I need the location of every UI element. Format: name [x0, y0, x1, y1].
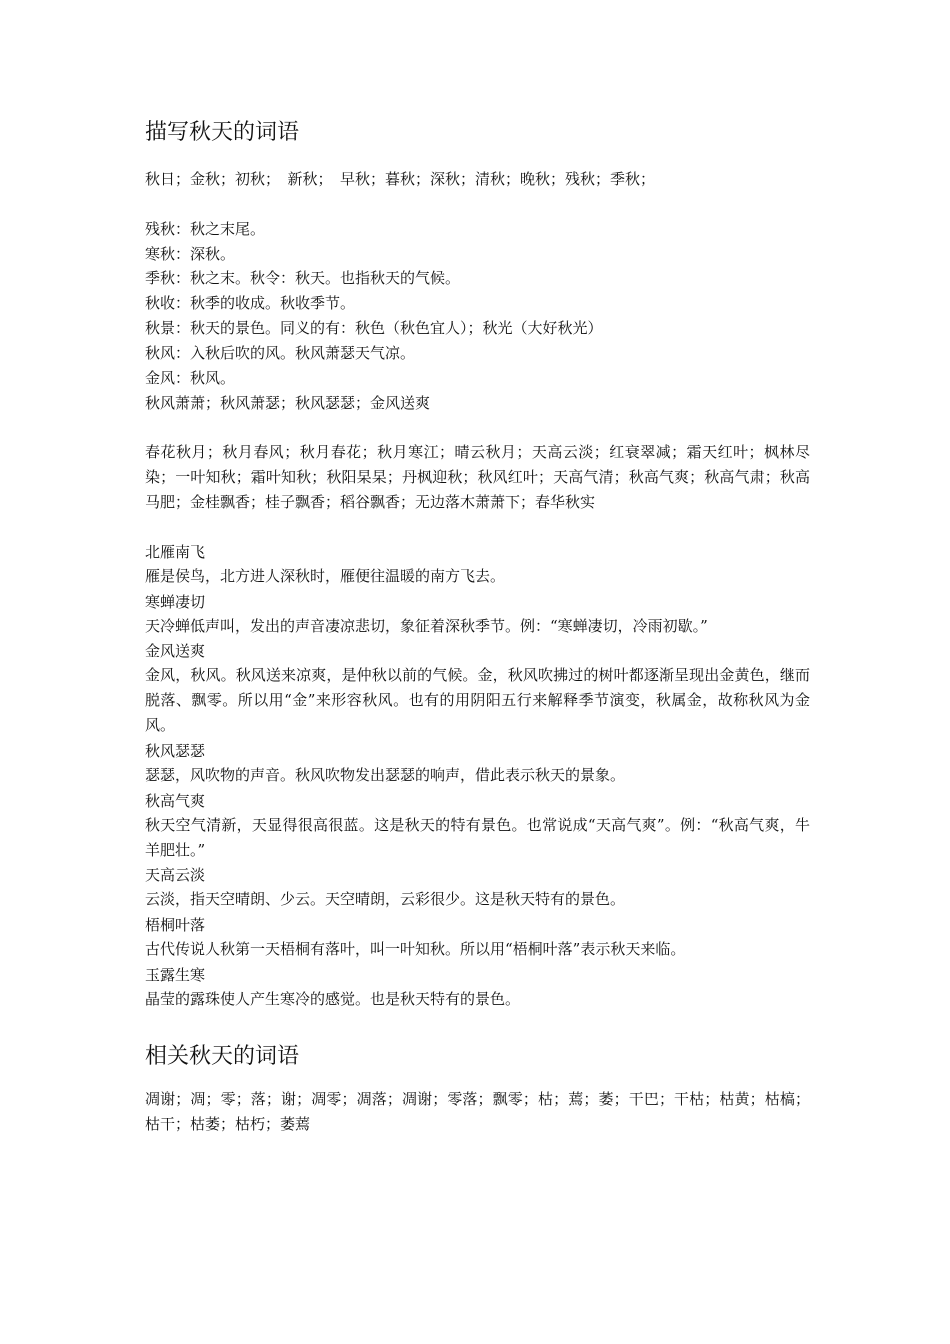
definition-line: 金风：秋风。: [145, 369, 236, 387]
definition-line: 寒秋：深秋。: [145, 245, 236, 263]
entry-term: 梧桐叶落: [145, 916, 206, 934]
entry-description: 古代传说人秋第一天梧桐有落叶，叫一叶知秋。所以用“梧桐叶落”表示秋天来临。: [145, 940, 686, 958]
definition-line: 秋景：秋天的景色。同义的有：秋色（秋色宜人）；秋光（大好秋光）: [145, 319, 603, 337]
definition-line: 秋风：入秋后吹的风。秋风萧瑟天气凉。: [145, 344, 416, 362]
definition-line: 秋风萧萧；秋风萧瑟；秋风瑟瑟；金风送爽: [145, 394, 431, 412]
entry-term: 天高云淡: [145, 866, 206, 884]
related-words-paragraph: 凋谢；凋；零；落；谢；凋零；凋落；凋谢；零落；飘零；枯；蔫；萎；干巴；干枯；枯黄；枯槁；枯干；枯萎；枯朽；萎蔫: [145, 1090, 810, 1133]
entry-term: 寒蝉凄切: [145, 593, 206, 611]
entry-description: 天冷蝉低声叫，发出的声音凄凉悲切，象征着深秋季节。例：“寒蝉凄切，冷雨初歇。”: [145, 617, 708, 635]
entry-term: 秋风瑟瑟: [145, 742, 206, 760]
definition-line: 季秋：秋之末。秋令：秋天。也指秋天的气候。: [145, 269, 461, 287]
entry-term: 北雁南飞: [145, 543, 206, 561]
entry-description: 晶莹的露珠使人产生寒冷的感觉。也是秋天特有的景色。: [145, 990, 521, 1008]
entry-description: 云淡，指天空晴朗、少云。天空晴朗，云彩很少。这是秋天特有的景色。: [145, 890, 626, 908]
definition-line: 残秋：秋之末尾。: [145, 220, 266, 238]
entry-description: 瑟瑟，风吹物的声音。秋风吹物发出瑟瑟的响声，借此表示秋天的景象。: [145, 766, 626, 784]
entry-term: 玉露生寒: [145, 966, 206, 984]
autumn-days-line: 秋日；金秋；初秋； 新秋； 早秋；暮秋；深秋；清秋；晚秋；残秋；季秋；: [145, 170, 656, 188]
definition-line: 秋收：秋季的收成。秋收季节。: [145, 294, 356, 312]
entry-description: 雁是侯鸟，北方进人深秋时，雁便往温暖的南方飞去。: [145, 567, 506, 585]
heading-describe-autumn: 描写秋天的词语: [145, 120, 300, 145]
entry-description: 秋天空气清新，天显得很高很蓝。这是秋天的特有景色。也常说成“天高气爽”。例：“秋高气爽，牛羊肥壮。”: [145, 816, 810, 859]
entry-term: 金风送爽: [145, 642, 206, 660]
entry-term: 秋高气爽: [145, 792, 206, 810]
idioms-paragraph: 春花秋月；秋月春风；秋月春花；秋月寒江；晴云秋月；天高云淡；红衰翠减；霜天红叶；枫林尽染；一叶知秋；霜叶知秋；秋阳杲杲；丹枫迎秋；秋风红叶；天高气清；秋高气爽；秋高气肃；秋高马肥；金桂飘香；桂子飘香；稻谷飘香；无边落木萧萧下；春华秋实: [145, 443, 810, 511]
heading-related-autumn: 相关秋天的词语: [145, 1044, 300, 1069]
entry-description: 金风，秋风。秋风送来凉爽，是仲秋以前的气候。金，秋风吹拂过的树叶都逐渐呈现出金黄色，继而脱落、飘零。所以用“金”来形容秋风。也有的用阴阳五行来解释季节演变，秋属金，故称秋风为金风。: [145, 666, 810, 734]
